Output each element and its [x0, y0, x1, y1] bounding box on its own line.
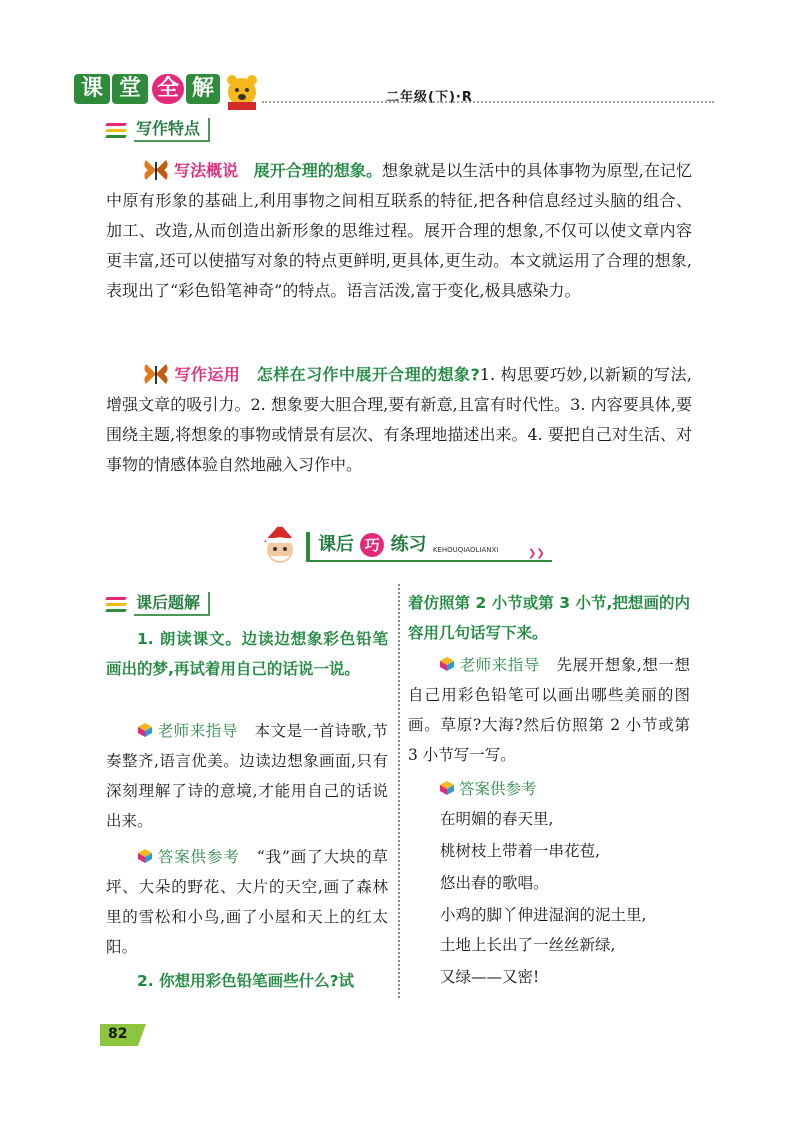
banner-title-part-a: 课后	[318, 534, 354, 555]
question-1: 1. 朗读课文。边读边想象彩色铅笔画出的梦,再试着用自己的话说一说。	[106, 630, 388, 678]
answer-tag: 答案供参考	[157, 848, 240, 866]
poem-line: 悠出春的歌唱。	[440, 874, 549, 892]
guide-text: 先展开想象,想一想自己用彩色铅笔可以画出哪些美丽的图画。草原?大海?然后仿照第 2 小节或第 3 小节写一写。	[408, 656, 690, 764]
stripes-icon	[106, 595, 128, 613]
question-2-start: 2. 你想用彩色铅笔画些什么?试	[137, 972, 355, 990]
section-heading-writing	[106, 118, 210, 142]
paragraph-text: 想象就是以生活中的具体事物为原型,在记忆中原有形象的基础上,利用事物之间相互联系的特征,把各种信息经过头脑的组合、加工、改造,从而创造出新形象的思维过程。展开合理的想象,不仅可以使文章内容更丰富,还可以使描写对象的特点更鲜明,更具体,更生动。本文就运用了合理的想象,表现出了“彩色铅笔神奇”的特点。语言活泼,富于变化,极具感染力。	[106, 161, 692, 300]
cube-icon	[137, 722, 153, 738]
tag-writing-summary: 写法概说	[174, 161, 239, 180]
page-number-tab	[100, 1024, 146, 1046]
writing-paragraph-2	[106, 360, 692, 480]
book-logo	[74, 70, 264, 112]
logo-char-2: 堂	[112, 74, 148, 104]
guide-tag: 老师来指导	[459, 656, 540, 674]
writing-paragraph-1	[106, 156, 692, 306]
question-1-answer	[106, 842, 388, 962]
question-1-guide	[106, 716, 388, 836]
guide-text: 本文是一首诗歌,节奏整齐,语言优美。边读边想象画面,只有深刻理解了诗的意境,才能用自己的话说出来。	[106, 722, 388, 830]
page-number: 82	[108, 1026, 128, 1042]
poem-line: 在明媚的春天里,	[440, 810, 554, 828]
logo-char-3: 全	[152, 74, 184, 104]
cube-icon	[439, 656, 455, 672]
header-divider	[262, 101, 714, 103]
question-2-guide	[408, 650, 690, 770]
poem-line: 土地上长出了一丝丝新绿,	[440, 936, 616, 954]
butterfly-icon	[142, 362, 170, 386]
poem-line: 小鸡的脚丫伸进湿润的泥土里,	[440, 906, 647, 924]
banner-title	[318, 532, 498, 563]
bear-mascot-icon	[222, 70, 262, 110]
banner-title-part-c: 练习	[390, 534, 427, 555]
section-title: 课后题解	[134, 592, 210, 616]
poem-line: 又绿——又密!	[440, 968, 540, 986]
section-title: 写作特点	[134, 118, 210, 142]
cube-icon	[137, 848, 153, 864]
grade-label: 二年级(下)·R	[386, 90, 473, 105]
banner-title-part-b: 巧	[360, 533, 384, 557]
butterfly-icon	[142, 158, 170, 182]
tag-writing-application: 写作运用	[174, 365, 241, 384]
santa-mascot-icon	[258, 522, 302, 566]
question-2-continued: 着仿照第 2 小节或第 3 小节,把想画的内容用几句话写下来。	[408, 594, 690, 642]
column-divider	[398, 584, 400, 998]
poem-line: 桃树枝上带着一串花苞,	[440, 842, 600, 860]
answer-text: “我”画了大块的草坪、大朵的野花、大片的天空,画了森林里的雪松和小鸟,画了小屋和天上的红太阳。	[106, 848, 388, 956]
question-2-answer-heading	[408, 774, 690, 804]
section-heading-exercises	[106, 592, 210, 616]
paragraph-text: 1. 构思要巧妙,以新颖的写法,增强文章的吸引力。2. 想象要大胆合理,要有新意,且富有时代性。3. 内容要具体,要围绕主题,将想象的事物或情景有层次、有条理地描述出来。4. 要把自己对生活、对事物的情感体验自然地融入习作中。	[106, 365, 692, 474]
lead-sentence: 怎样在习作中展开合理的想象?	[256, 365, 480, 384]
practice-banner	[258, 520, 558, 566]
cube-icon	[439, 780, 455, 796]
guide-tag: 老师来指导	[157, 722, 238, 740]
banner-pinyin: KEHOUQIAOLIANXI	[432, 546, 499, 554]
stripes-icon	[106, 121, 128, 139]
logo-char-1: 课	[74, 74, 110, 104]
lead-sentence: 展开合理的想象。	[253, 161, 383, 180]
answer-tag: 答案供参考	[459, 780, 537, 798]
chevrons-icon: ❯❯	[528, 548, 545, 559]
logo-char-4: 解	[186, 74, 220, 104]
